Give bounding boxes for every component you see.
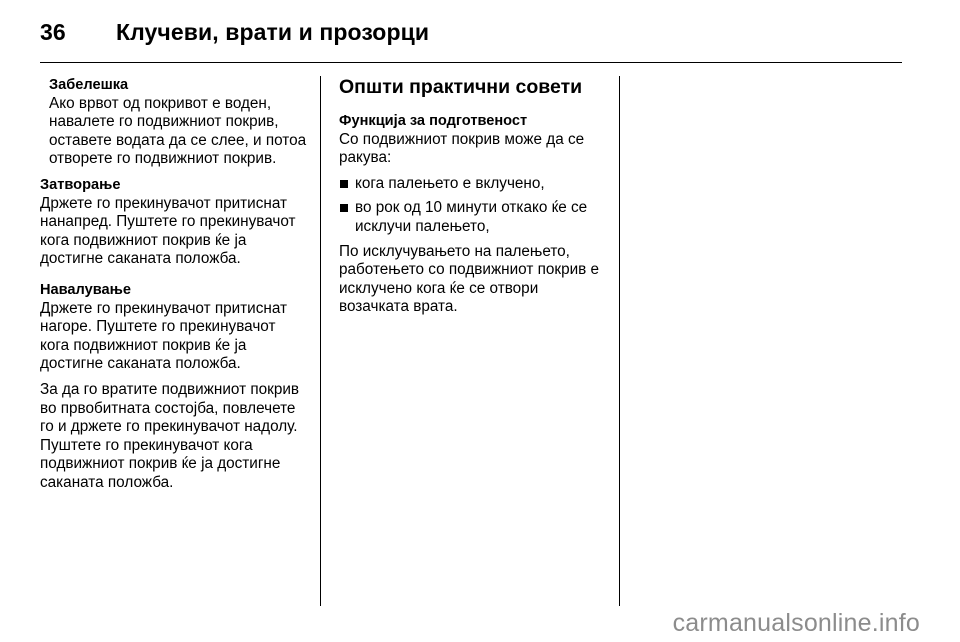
column-divider-right [619, 76, 620, 606]
note-heading: Забелешка [49, 77, 129, 93]
readiness-heading: Функција за подготвеност [339, 113, 528, 129]
square-bullet-icon [340, 204, 348, 212]
watermark: carmanualsonline.info [672, 609, 920, 637]
tilting-text: Држете го прекинувачот притиснат нагоре. Пуштете го прекинувачот кога подвижниот покрив ќе ја достигне саканата положба. [40, 299, 288, 373]
readiness-list [339, 175, 609, 237]
right-column [339, 76, 609, 317]
list-item [339, 199, 609, 236]
section-title: Општи практични совети [339, 76, 583, 98]
tilting-heading: Навалување [40, 281, 131, 298]
list-item [339, 175, 609, 194]
list-item-text: кога палењето е вклучено, [355, 174, 545, 192]
page-number: 36 [40, 18, 66, 45]
page-header [40, 14, 429, 50]
list-item-text: во рок од 10 минути откако ќе се исклучи палењето, [355, 199, 588, 235]
tilting-text-2: За да го вратите подвижниот покрив во првобитната состојба, повлечете го и држете го прекинувачот надолу. Пуштете го прекинувачот кога подвижниот покрив ќе ја достигне саканата положба. [40, 380, 299, 491]
header-rule [40, 62, 902, 63]
closing-heading: Затворање [40, 176, 121, 193]
left-column [40, 76, 308, 492]
readiness-outro: По исклучувањето на палењето, работењето со подвижниот покрив е исклучено кога ќе се отвори возачката врата. [339, 242, 600, 316]
page-title: Клучеви, врати и прозорци [116, 18, 430, 45]
closing-text: Држете го прекинувачот притиснат нанапред. Пуштете го прекинувачот кога подвижниот покрив ќе ја достигне саканата положба. [40, 194, 296, 268]
note-block [40, 76, 308, 169]
note-text: Ако врвот од покривот е воден, навалете го подвижниот покрив, оставете водата да се слее, и потоа отворете го подвижниот покрив. [49, 94, 307, 168]
column-divider-left [320, 76, 321, 606]
square-bullet-icon [340, 180, 348, 188]
readiness-intro: Со подвижниот покрив може да се ракува: [339, 130, 585, 167]
